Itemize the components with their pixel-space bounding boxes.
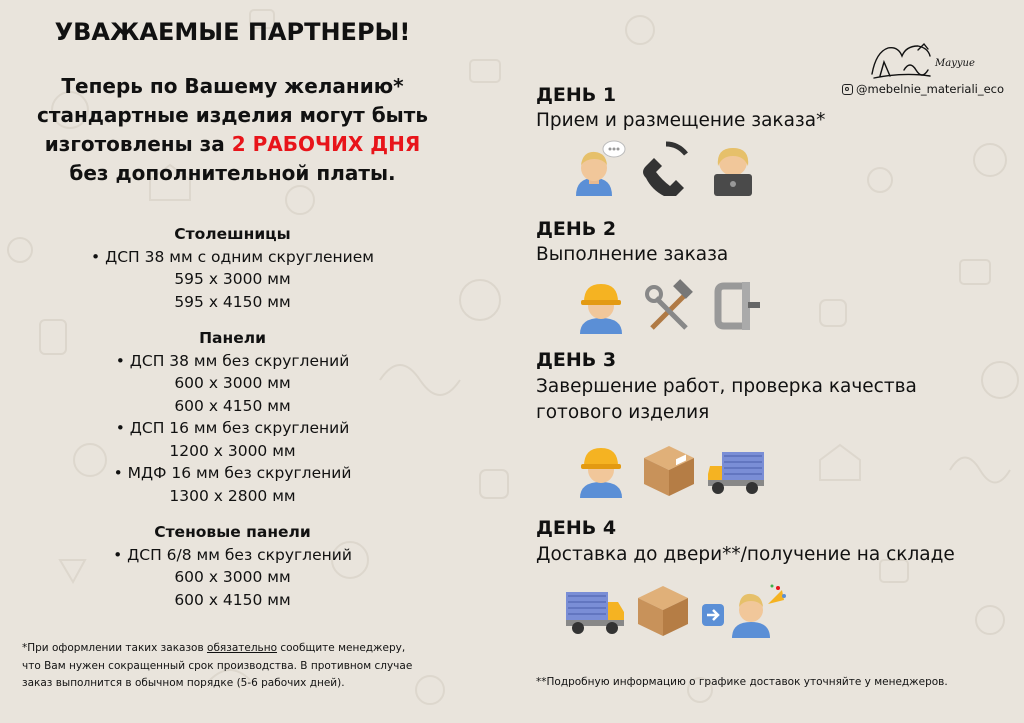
footnote-underlined: обязательно	[207, 642, 278, 654]
arrow-right-icon	[702, 604, 724, 626]
day-3-text-line-2: готового изделия	[536, 402, 710, 423]
clamp-icon	[708, 278, 766, 334]
spec-line: • ДСП 16 мм без скруглений	[115, 419, 350, 437]
day-2-text: Выполнение заказа	[536, 244, 729, 265]
package-icon	[634, 582, 692, 638]
day-3-heading: ДЕНЬ 3	[536, 349, 617, 371]
day-4-icons	[566, 582, 796, 638]
intro-line-4: без дополнительной платы.	[69, 161, 396, 185]
man-party-icon	[728, 582, 786, 638]
footnote-line-2: что Вам нужен сокращенный срок производства. В противном случае	[22, 659, 413, 672]
day-3-icons	[572, 442, 776, 498]
delivery-truck-icon	[708, 442, 766, 498]
construction-worker-icon	[572, 442, 630, 498]
footnote	[22, 640, 462, 693]
spec-line: • ДСП 38 мм с одним скруглением	[91, 247, 374, 266]
spec-line: 1200 х 3000 мм	[169, 441, 296, 460]
spec-line: • ДСП 6/8 мм без скруглений	[113, 545, 352, 564]
spec-line: 595 х 4150 мм	[174, 292, 291, 311]
telephone-icon	[636, 140, 694, 196]
delivery-truck-icon	[566, 582, 624, 638]
footnote-part-1: *При оформлении таких заказов	[22, 642, 208, 654]
wall-panels-heading: Стеновые панели	[154, 523, 311, 541]
intro-line-1: Теперь по Вашему желанию*	[61, 74, 404, 98]
day-4-text: Доставка до двери**/получение на складе	[536, 544, 955, 565]
instagram-text: @mebelnie_materiali_eco	[856, 82, 1005, 96]
construction-worker-icon	[572, 278, 630, 334]
spec-line: 595 х 3000 мм	[174, 270, 291, 288]
product-specs	[20, 223, 445, 611]
intro-line-3-prefix: изготовлены за	[44, 132, 232, 156]
countertops-heading: Столешницы	[174, 225, 291, 243]
package-icon	[640, 442, 698, 498]
spec-line: 600 х 3000 мм	[174, 374, 291, 392]
intro-text	[20, 72, 445, 188]
instagram-handle[interactable]	[842, 82, 1004, 96]
instagram-icon	[842, 84, 853, 95]
spec-line: 600 х 4150 мм	[174, 590, 291, 609]
day-1-text: Прием и размещение заказа*	[536, 110, 826, 131]
day-1-icons	[568, 140, 772, 196]
intro-highlight: 2 РАБОЧИХ ДНЯ	[231, 132, 421, 156]
spec-line: 600 х 4150 мм	[174, 396, 291, 415]
day-2-heading: ДЕНЬ 2	[536, 218, 617, 240]
brand-logo-text: Mayyue	[935, 58, 975, 69]
spec-line: • ДСП 38 мм без скруглений	[115, 351, 350, 370]
spec-line: 600 х 3000 мм	[174, 568, 291, 586]
panels-heading: Панели	[199, 329, 266, 347]
intro-line-2: стандартные изделия могут быть	[37, 103, 428, 127]
footnote-part-2: сообщите менеджеру,	[277, 642, 406, 654]
intro-line-3	[20, 130, 445, 159]
day-3-text-line-1: Завершение работ, проверка качества	[536, 376, 917, 397]
woman-laptop-icon	[704, 140, 762, 196]
hammer-wrench-icon	[640, 278, 698, 334]
delivery-footnote: **Подробную информацию о графике доставок уточняйте у менеджеров.	[536, 676, 948, 688]
page-title: УВАЖАЕМЫЕ ПАРТНЕРЫ!	[54, 18, 411, 46]
spec-line: • МДФ 16 мм без скруглений	[113, 464, 352, 482]
man-speech-icon	[568, 140, 626, 196]
day-2-icons	[572, 278, 776, 334]
footnote-line-3: заказ выполнится в обычном порядке (5-6 рабочих дней).	[22, 677, 345, 689]
footnote-line-1	[22, 640, 462, 658]
day-1-heading: ДЕНЬ 1	[536, 84, 617, 106]
spec-line: 1300 х 2800 мм	[169, 486, 296, 505]
day-4-heading: ДЕНЬ 4	[536, 517, 617, 539]
